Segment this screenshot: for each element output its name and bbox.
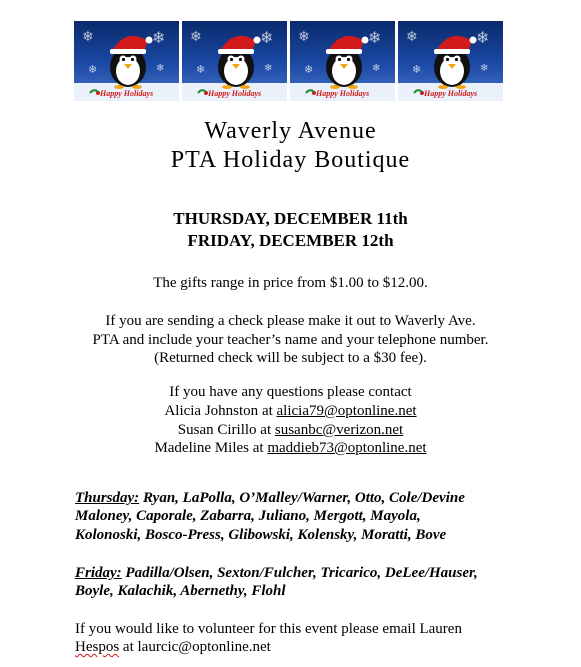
- happy-holidays-caption: Happy Holidays: [100, 89, 154, 98]
- svg-text:❄: ❄: [298, 29, 310, 45]
- contact-row: [0, 422, 581, 439]
- svg-text:❄: ❄: [156, 63, 165, 74]
- svg-text:❄: ❄: [82, 29, 94, 45]
- event-date-thursday: THURSDAY, DECEMBER 11th: [173, 209, 408, 228]
- penguin-tile: [182, 21, 287, 101]
- svg-text:❄: ❄: [480, 63, 489, 74]
- happy-holidays-caption: Happy Holidays: [316, 89, 370, 98]
- contact-joiner: at: [256, 422, 275, 438]
- contact-email-link[interactable]: maddieb73@optonline.net: [267, 440, 427, 456]
- check-instructions-line-1: If you are sending a check please make it out to Waverly Ave.: [105, 313, 476, 329]
- svg-text:❄: ❄: [406, 29, 418, 45]
- svg-text:❄: ❄: [368, 28, 382, 47]
- penguin-tile: [290, 21, 395, 101]
- price-range-text: The gifts range in price from $1.00 to $12.00.: [153, 275, 428, 291]
- thursday-volunteers-line-2: Maloney, Caporale, Zabarra, Juliano, Mergott, Mayola,: [75, 508, 421, 524]
- svg-text:❄: ❄: [152, 28, 166, 47]
- happy-holidays-caption: Happy Holidays: [424, 89, 478, 98]
- contact-row: [0, 403, 581, 420]
- svg-text:❄: ❄: [412, 63, 422, 76]
- thursday-label: Thursday:: [75, 490, 140, 506]
- friday-volunteers-line-1: [75, 565, 478, 582]
- contact-name: Alicia Johnston: [164, 403, 259, 419]
- event-date-friday: FRIDAY, DECEMBER 12th: [187, 231, 394, 250]
- holiday-banner: [74, 21, 504, 101]
- returned-check-fee-note: (Returned check will be subject to a $30 fee).: [154, 350, 427, 366]
- page-title-line-1: Waverly Avenue: [204, 118, 377, 144]
- svg-text:❄: ❄: [190, 29, 202, 45]
- happy-holidays-caption: Happy Holidays: [208, 89, 262, 98]
- check-instructions-line-2: PTA and include your teacher’s name and your telephone number.: [92, 332, 489, 348]
- thursday-volunteers-line-1: [75, 490, 465, 507]
- svg-text:❄: ❄: [88, 63, 98, 76]
- contact-name: Susan Cirillo: [177, 422, 257, 438]
- svg-text:❄: ❄: [476, 28, 490, 47]
- friday-names: Padilla/Olsen, Sexton/Fulcher, Tricarico, DeLee/Hauser,: [121, 565, 478, 581]
- contact-email-link[interactable]: susanbc@verizon.net: [274, 422, 404, 438]
- contact-joiner: at: [249, 440, 268, 456]
- friday-volunteers-line-2: Boyle, Kalachik, Abernethy, Flohl: [75, 583, 286, 599]
- thursday-volunteers-line-3: Kolonoski, Bosco-Press, Glibowski, Kolensky, Moratti, Bove: [75, 527, 447, 543]
- contact-joiner: at: [258, 403, 277, 419]
- page-title-line-2: PTA Holiday Boutique: [170, 147, 411, 173]
- volunteer-footer-line-2: [75, 639, 271, 656]
- volunteer-footer-line-1: If you would like to volunteer for this event please email Lauren: [75, 621, 462, 637]
- svg-text:❄: ❄: [196, 63, 206, 76]
- svg-text:❄: ❄: [260, 28, 274, 47]
- contact-row: [0, 440, 581, 457]
- contact-name: Madeline Miles: [154, 440, 250, 456]
- svg-text:❄: ❄: [372, 63, 381, 74]
- footer-contact-name: Hespos: [75, 639, 120, 655]
- contact-intro: If you have any questions please contact: [169, 384, 412, 400]
- friday-label: Friday:: [75, 565, 122, 581]
- contact-email-link[interactable]: alicia79@optonline.net: [276, 403, 417, 419]
- penguin-tile: [398, 21, 503, 101]
- thursday-names: Ryan, LaPolla, O’Malley/Warner, Otto, Cole/Devine: [139, 490, 465, 506]
- penguin-tile: [74, 21, 179, 101]
- footer-contact-email: at laurcic@optonline.net: [119, 639, 271, 655]
- svg-text:❄: ❄: [264, 63, 273, 74]
- svg-text:❄: ❄: [304, 63, 314, 76]
